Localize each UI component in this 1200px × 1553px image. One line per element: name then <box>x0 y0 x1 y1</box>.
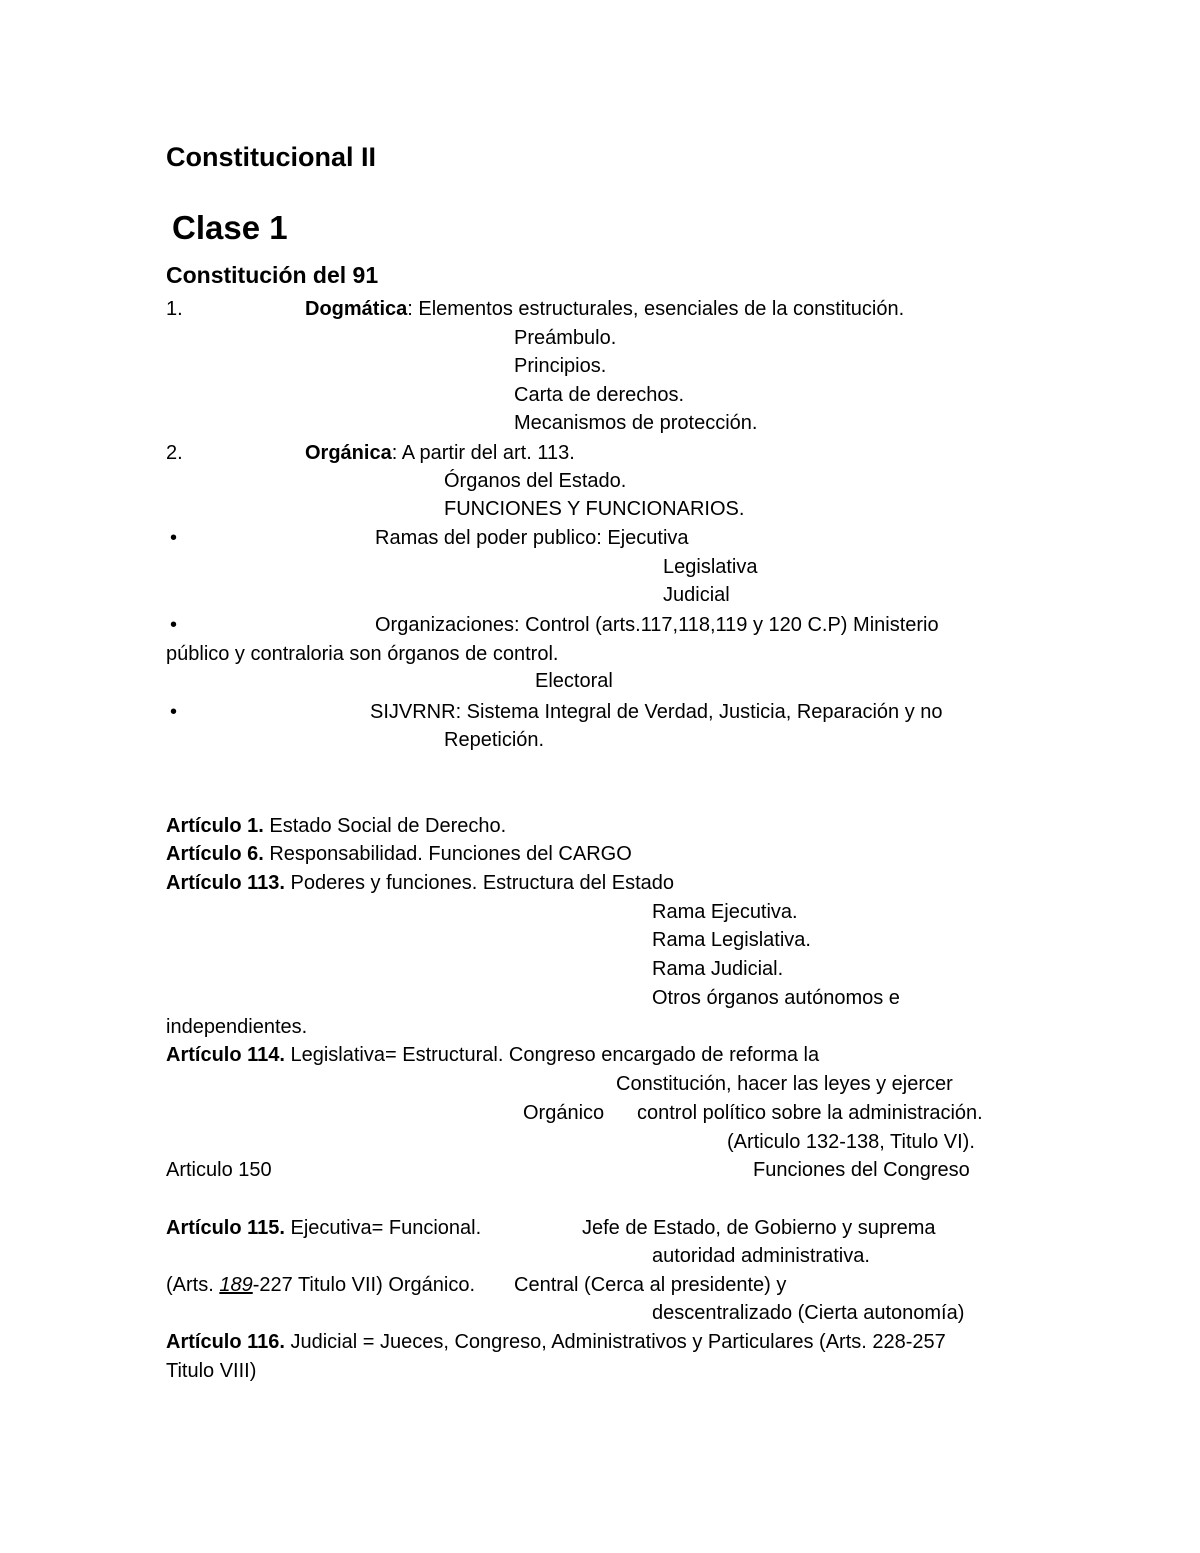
article-116 <box>166 1329 946 1355</box>
article-114-line4: (Articulo 132-138, Titulo VI). <box>727 1131 975 1153</box>
article-label: Artículo 1. <box>166 815 264 837</box>
organica-desc: : A partir del art. 113. <box>391 442 575 464</box>
article-116-cont: Titulo VIII) <box>166 1360 257 1382</box>
dogmatica-line <box>305 296 904 322</box>
article-label: Artículo 116. <box>166 1331 285 1353</box>
list-item: Judicial <box>663 584 730 606</box>
list-item: Electoral <box>535 670 613 692</box>
article-label: Artículo 115. <box>166 1217 285 1239</box>
page-title: Constitucional II <box>166 142 377 172</box>
sijvrnr-cont: Repetición. <box>444 729 545 751</box>
article-text: Responsabilidad. Funciones del CARGO <box>263 843 632 865</box>
article-115-desc: descentralizado (Cierta autonomía) <box>652 1302 965 1324</box>
article-label: Artículo 6. <box>166 843 264 865</box>
list-item: FUNCIONES Y FUNCIONARIOS. <box>444 498 745 520</box>
list-item: Mecanismos de protección. <box>514 412 758 434</box>
article-text: Estado Social de Derecho. <box>263 815 507 837</box>
list-item: Preámbulo. <box>514 327 617 349</box>
bullet-icon: • <box>170 614 178 636</box>
class-heading: Clase 1 <box>172 209 288 246</box>
list-item: Otros órganos autónomos e <box>652 987 900 1009</box>
article-text: Poderes y funciones. Estructura del Estado <box>284 872 675 894</box>
article-114 <box>166 1042 819 1068</box>
article-115-right: Jefe de Estado, de Gobierno y suprema <box>582 1217 936 1239</box>
list-number: 1. <box>166 298 183 320</box>
article-115 <box>166 1215 481 1241</box>
list-item: Rama Ejecutiva. <box>652 901 798 923</box>
ramas-line: Ramas del poder publico: Ejecutiva <box>375 527 689 549</box>
organizaciones-cont: público y contraloria son órganos de control. <box>166 643 559 665</box>
list-item: Carta de derechos. <box>514 384 685 406</box>
list-item: Principios. <box>514 355 607 377</box>
article-115-line2: autoridad administrativa. <box>652 1245 870 1267</box>
article-label: Artículo 113. <box>166 872 285 894</box>
organica-line <box>305 440 575 466</box>
article-189-link[interactable]: 189 <box>219 1274 253 1296</box>
organica-term: Orgánica <box>305 442 392 464</box>
article-text: Legislativa= Estructural. Congreso encargado de reforma la <box>284 1044 820 1066</box>
article-113-cont: independientes. <box>166 1016 308 1038</box>
dogmatica-term: Dogmática <box>305 298 408 320</box>
arts-prefix: (Arts. <box>166 1274 220 1296</box>
article-113 <box>166 870 674 896</box>
article-text: Judicial = Jueces, Congreso, Administrativos y Particulares (Arts. 228-257 <box>284 1331 946 1353</box>
list-item: Rama Legislativa. <box>652 929 811 951</box>
article-150: Articulo 150 <box>166 1159 272 1181</box>
article-115-arts <box>166 1272 475 1298</box>
dogmatica-desc: : Elementos estructurales, esenciales de la constitución. <box>407 298 905 320</box>
article-114-line3: control político sobre la administración. <box>637 1102 983 1124</box>
article-115-central: Central (Cerca al presidente) y <box>514 1274 787 1296</box>
bullet-icon: • <box>170 701 178 723</box>
article-6 <box>166 841 632 867</box>
list-number: 2. <box>166 442 183 464</box>
article-text: Ejecutiva= Funcional. <box>284 1217 482 1239</box>
article-114-line2: Constitución, hacer las leyes y ejercer <box>616 1073 953 1095</box>
section-heading: Constitución del 91 <box>166 262 379 288</box>
article-1 <box>166 813 506 839</box>
bullet-icon: • <box>170 527 178 549</box>
list-item: Rama Judicial. <box>652 958 784 980</box>
organizaciones-line: Organizaciones: Control (arts.117,118,119 y 120 C.P) Ministerio <box>375 614 939 636</box>
arts-suffix: -227 Titulo VII) Orgánico. <box>252 1274 476 1296</box>
list-item: Órganos del Estado. <box>444 470 627 492</box>
organico-label: Orgánico <box>523 1102 605 1124</box>
sijvrnr-line: SIJVRNR: Sistema Integral de Verdad, Justicia, Reparación y no <box>370 701 943 723</box>
article-label: Artículo 114. <box>166 1044 285 1066</box>
list-item: Legislativa <box>663 556 758 578</box>
article-150-desc: Funciones del Congreso <box>753 1159 970 1181</box>
